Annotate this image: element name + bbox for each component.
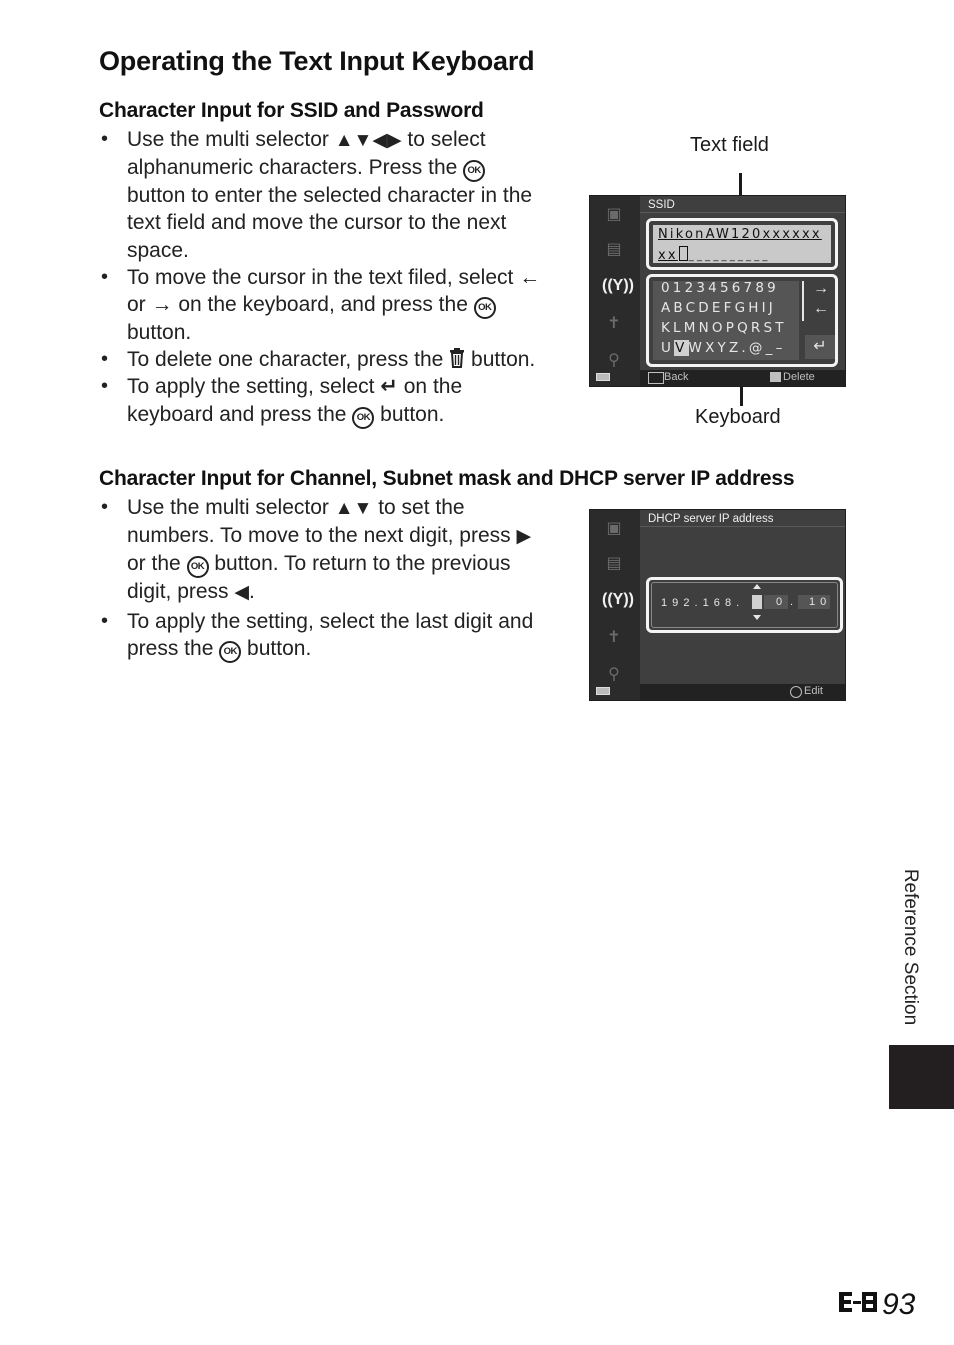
key-row-digits[interactable]: 0123456789: [661, 280, 779, 296]
key-v-selected[interactable]: V: [675, 340, 688, 356]
delete-button-icon: [770, 372, 781, 382]
ip-octet-4-value: 1 0: [809, 596, 828, 608]
text: Use the multi selector: [127, 496, 335, 519]
location-icon: ✝: [607, 629, 621, 646]
text: To apply the setting, select: [127, 375, 381, 399]
text: space.: [127, 238, 189, 262]
callout-text-field: Text field: [690, 134, 769, 156]
text: keyboard and press the: [127, 402, 353, 426]
ssid-bullet-list: [99, 126, 569, 429]
ip-address-field[interactable]: [646, 577, 843, 633]
text: To move the cursor in the text filed, select: [127, 265, 520, 289]
text: button.: [241, 636, 312, 660]
text: to set the: [372, 496, 465, 519]
text-line-1: NikonAW120xxxxxx: [658, 227, 822, 242]
ip-octet-3-value: 0: [776, 596, 783, 608]
multi-selector-arrows-icon: ▲▼◀▶: [334, 130, 402, 151]
text: To apply the setting, select the last digit and: [127, 609, 534, 633]
movie-icon: ▤: [606, 241, 622, 258]
text: press the: [127, 636, 220, 660]
footer-edit: Edit: [804, 685, 823, 697]
bullet-multi-selector: [99, 126, 569, 264]
footer-back: Back: [664, 371, 689, 383]
section-tab: [889, 1045, 954, 1109]
key-row-k-t[interactable]: KLMNOPQRST: [661, 320, 787, 336]
ip-dot: .: [790, 596, 794, 608]
up-down-arrows-icon: ▲▼: [334, 498, 373, 519]
bullet-set-numbers: [99, 494, 569, 607]
menu-sidebar: [590, 196, 640, 386]
screen-header: SSID: [648, 199, 675, 211]
wireless-icon: ((Y)): [602, 277, 634, 294]
screen-footer: [640, 684, 845, 700]
keyboard-divider: [802, 281, 804, 321]
digit-down-icon: [753, 615, 761, 620]
arrow-left-icon: ←: [519, 265, 541, 289]
side-tab-label: Reference Section: [900, 868, 921, 1026]
menu-sidebar: [590, 510, 640, 700]
text: To delete one character, press the: [127, 348, 450, 372]
ssid-camera-screen: [589, 195, 846, 387]
multi-selector-icon: [790, 686, 802, 698]
text: on the: [397, 375, 463, 399]
text: digit, press: [127, 580, 235, 604]
key-cursor-left[interactable]: ←: [813, 300, 829, 317]
ok-button-icon: OK: [219, 641, 241, 663]
keyboard[interactable]: [646, 274, 838, 367]
digit-up-icon: [753, 584, 761, 589]
movie-icon: ▤: [606, 555, 622, 572]
text: to select: [401, 128, 486, 151]
ok-button-icon: OK: [352, 407, 374, 429]
text: button. To return to the previous: [208, 552, 511, 576]
ip-bullet-list: [99, 494, 569, 663]
key-w-dash[interactable]: WXYZ.@_–: [688, 340, 786, 356]
enter-icon: ↵: [380, 375, 398, 399]
dhcp-camera-screen: [589, 509, 846, 701]
battery-icon: [596, 373, 610, 381]
header-bar: [640, 212, 845, 213]
text: numbers. To move to the next digit, press: [127, 524, 517, 548]
location-icon: ✝: [607, 315, 621, 332]
text: or the: [127, 552, 187, 576]
bullet-apply: [99, 373, 569, 428]
ok-button-icon: OK: [187, 556, 209, 578]
text: button to enter the selected character in the: [127, 184, 533, 208]
ok-button-icon: OK: [463, 160, 485, 182]
text: .: [249, 580, 255, 604]
wireless-icon: ((Y)): [602, 591, 634, 608]
battery-icon: [596, 687, 610, 695]
selected-digit[interactable]: [752, 595, 762, 609]
key-cursor-right[interactable]: →: [813, 280, 829, 297]
text: Use the multi selector: [127, 128, 335, 151]
text: button.: [374, 402, 445, 426]
text-cursor: [679, 246, 688, 261]
screen-header: DHCP server IP address: [648, 513, 774, 525]
text: alphanumeric characters. Press the: [127, 156, 464, 180]
key-row-u-dash[interactable]: [661, 340, 786, 356]
text: or: [127, 293, 152, 317]
bullet-delete: [99, 346, 569, 373]
trash-icon: [449, 348, 465, 371]
text-line-2: [658, 246, 767, 263]
reference-e-icon: [836, 1290, 882, 1314]
ip-prefix: 1 9 2 . 1 6 8 .: [661, 597, 741, 609]
left-arrow-icon: ◀: [234, 582, 250, 604]
wrench-icon: ⚲: [608, 352, 620, 369]
key-row-a-j[interactable]: ABCDEFGHIJ: [661, 300, 776, 316]
key-u[interactable]: U: [661, 340, 675, 356]
text: on the keyboard, and press the: [172, 293, 474, 317]
page-title: Operating the Text Input Keyboard: [99, 46, 535, 76]
camera-icon: ▣: [606, 206, 622, 223]
callout-keyboard: Keyboard: [695, 406, 781, 428]
camera-icon: ▣: [606, 520, 622, 537]
section-title-ssid: Character Input for SSID and Password: [99, 99, 484, 122]
right-arrow-icon: ▶: [516, 526, 532, 548]
key-enter[interactable]: ↵: [805, 335, 835, 359]
footer-delete: Delete: [783, 371, 815, 383]
page-number-value: 93: [882, 1288, 916, 1321]
text: button.: [465, 348, 536, 372]
arrow-right-icon: →: [151, 293, 173, 317]
header-bar: [640, 526, 845, 527]
text-field: [646, 218, 838, 270]
section-title-ip: Character Input for Channel, Subnet mask and DHCP server IP address: [99, 467, 795, 490]
bullet-apply-last-digit: [99, 608, 569, 663]
screen-footer: [640, 370, 845, 386]
ok-button-icon: OK: [474, 297, 496, 319]
text: text field and move the cursor to the next: [127, 211, 507, 235]
text: button.: [127, 321, 192, 345]
menu-button-icon: [648, 372, 664, 384]
page-number: [836, 1288, 915, 1322]
text: xx: [658, 248, 678, 263]
wrench-icon: ⚲: [608, 666, 620, 683]
bullet-move-cursor: [99, 264, 569, 346]
text: _ _ _ _ _ _ _ _ _ _: [688, 251, 768, 262]
